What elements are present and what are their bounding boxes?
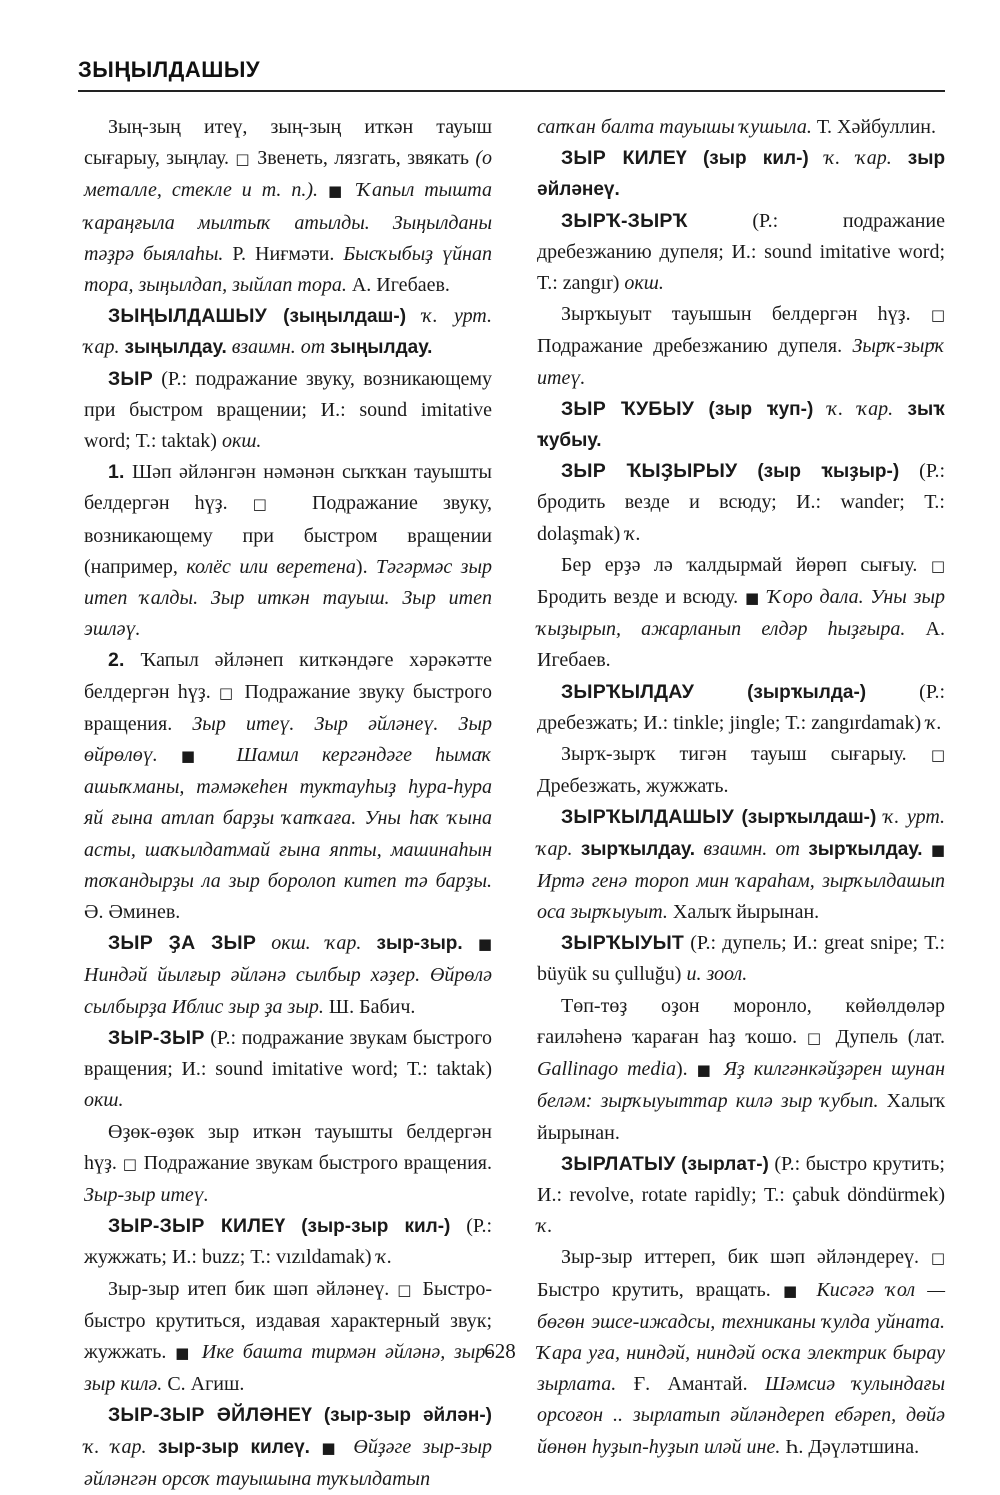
entry-headword-paragraph: ЗЫРҠ-ЗЫРҠ (Р.: подражание дребезжанию дупеля; И.: sound imitative word; Т.: zangır) окш.: [537, 209, 946, 295]
entry-headword-paragraph: ЗЫР ҠЫҘЫРЫУ (зыр ҡыҙыр-) (Р.: бродить везде и всюду; И.: wander; Т.: dolaşmak) ҡ.: [537, 460, 945, 545]
headword: ЗЫР: [108, 367, 153, 390]
entry-sense: 1. Шәп әйләнгән нәмәнән сыҡҡан тауышты белдергән һүҙ. □ Подражание звуку, возникающему при быстром вращении (например, колёс или веретена). Тәгәрмәс зыр итеп ҡалды. Зыр иткән тауыш. Зыр итеп эшләү.: [84, 461, 493, 641]
open-square-icon: □: [235, 150, 251, 169]
entry-headword-paragraph: ЗЫР КИЛЕҮ (зыр кил-) ҡ. ҡар. зыр әйләнеү.: [537, 147, 946, 201]
filled-square-icon: ■: [696, 1061, 715, 1080]
open-square-icon: □: [930, 306, 945, 325]
entry-headword-paragraph: ЗЫР-ЗЫР КИЛЕҮ (зыр-зыр кил-) (Р.: жужжать; И.: buzz; Т.: vızıldamak) ҡ.: [84, 1215, 493, 1269]
entry-paragraph: Бер ерҙә лә ҡалдырмай йөрөп сығыу. □ Бродить везде и всюду. ■ Ҡоро дала. Уны зыр ҡыҙырып, ажарланып елдәр һыҙғыра. А. Игебаев.: [537, 553, 946, 672]
header-rule: [78, 90, 945, 92]
filled-square-icon: ■: [175, 1343, 194, 1362]
right-column: [537, 112, 945, 1463]
entry-sense: 2. Ҡапыл әйләнеп киткәндәге хәрәкәтте белдергән һүҙ. □ Подражание звуку быстрого вращения. Зыр итеү. Зыр әйләнеү. Зыр өйрөлөү. ■ Шамил кергәндәге һымаҡ ашыҡманы, тәмәкеһен туктауһыҙ һура-һура яй ғына атлап барҙы ҡапҡаға. Уны һаҡ ҡына асты, шаҡылдатмай ғына япты, машинаһын тоҡандырҙы ла зыр боролоп китеп тә барҙы. Ә. Әминев.: [84, 649, 492, 924]
open-square-icon: □: [397, 1280, 415, 1299]
headword: ЗЫР ҠЫҘЫРЫУ: [561, 460, 738, 483]
headword: ЗЫР-ЗЫР КИЛЕҮ: [108, 1215, 286, 1238]
headword: ЗЫҢЫЛДАШЫУ: [108, 305, 267, 328]
entry-paragraph: Төп-төҙ оҙон моронло, көйөлдөләр ғаиләһенә ҡараған һаҙ ҡошо. □ Дупель (лат. Gallinago media). ■ Яҙ килгәнкәйҙәрен шунан беләм: зырҡыуыттар килә зыр ҡубып. Халыҡ йырынан.: [537, 994, 946, 1144]
entry-headword-paragraph: ЗЫР (Р.: подражание звуку, возникающему при быстром вращении; И.: sound imitative word; Т.: taktak) окш.: [84, 367, 493, 453]
open-square-icon: □: [930, 1249, 945, 1268]
open-square-icon: □: [930, 556, 946, 575]
entry-headword-paragraph: ЗЫРҠЫУЫТ (Р.: дупель; И.: great snipe; Т.: büyük su çulluğu) и. зоол.: [537, 932, 946, 986]
entry-paragraph: Зыр-зыр итеп бик шәп әйләнеү. □ Быстро-быстро крутиться, издавая характерный звук; жужжать. ■ Ике башта тирмән әйләнә, зыр-зыр килә. С. Агиш.: [84, 1277, 493, 1396]
open-square-icon: □: [122, 1154, 138, 1173]
entry-headword-paragraph: ЗЫР ҠУБЫУ (зыр ҡуп-) ҡ. ҡар. зыҡ ҡубыу.: [537, 397, 946, 452]
page-number: 628: [484, 1339, 516, 1363]
headword: ЗЫРҠЫЛДАШЫУ: [561, 806, 734, 829]
headword: ЗЫР ҘА ЗЫР: [108, 932, 257, 955]
headword: ЗЫР ҠУБЫУ: [561, 397, 695, 420]
headword: ЗЫРҠЫЛДАУ: [561, 680, 695, 703]
open-square-icon: □: [252, 495, 287, 514]
left-column: [84, 112, 492, 1495]
headword: ЗЫРЛАТЫУ: [561, 1152, 676, 1175]
entry-paragraph: Өҙөк-өҙөк зыр иткән тауышты белдергән һүҙ. □ Подражание звукам быстрого вращения. Зыр-зыр итеү.: [84, 1120, 493, 1206]
entry-continuation: сапҡан балта тауышы ҡушыла. Т. Хәйбуллин.: [537, 116, 936, 138]
open-square-icon: □: [930, 746, 945, 765]
filled-square-icon: ■: [321, 1438, 342, 1457]
filled-square-icon: ■: [327, 182, 348, 201]
headword: ЗЫР КИЛЕҮ: [561, 147, 687, 170]
filled-square-icon: ■: [180, 747, 214, 766]
headword: ЗЫР-ЗЫР ӘЙЛӘНЕҮ: [108, 1404, 313, 1427]
sense-number: 2.: [108, 649, 125, 672]
headword: ЗЫР-ЗЫР: [108, 1026, 205, 1049]
filled-square-icon: ■: [477, 935, 493, 954]
headword: ЗЫРҠЫУЫТ: [561, 932, 684, 955]
filled-square-icon: ■: [744, 589, 761, 608]
open-square-icon: □: [806, 1028, 826, 1047]
filled-square-icon: ■: [930, 840, 946, 859]
entry-paragraph: Зың-зың итеү, зың-зың иткән тауыш сығарыу, зыңлау. □ Звенеть, лязгать, звякать (о металле, стекле и т. п.). ■ Ҡапыл тышта ҡараңғыла мылтыҡ атылды. Зыңылданы тәҙрә быялаһы. Р. Ниғмәти. Бысҡыбыҙ үйнап тора, зыңылдап, зыйлап тора. А. Игебаев.: [84, 116, 493, 297]
open-square-icon: □: [218, 683, 237, 702]
entry-headword-paragraph: ЗЫРҠЫЛДАУ (зырҡылда-) (Р.: дребезжать; И.: tinkle; jingle; Т.: zangırdamak) ҡ.: [537, 680, 945, 734]
headword: ЗЫРҠ-ЗЫРҠ: [561, 209, 688, 232]
entry-headword-paragraph: ЗЫҢЫЛДАШЫУ (зыңылдаш-) ҡ. урт. ҡар. зыңылдау. взаимн. от зыңылдау.: [84, 305, 492, 359]
entry-paragraph: Зырҡыуыт тауышын белдергән һүҙ. □ Подражание дребезжанию дупеля. Зырҡ-зырҡ итеү.: [537, 303, 945, 389]
entry-paragraph: Зырҡ-зырҡ тигән тауыш сығарыу. □ Дребезжать, жужжать.: [537, 743, 945, 798]
running-head: ЗЫҢЫЛДАШЫУ: [78, 57, 261, 82]
entry-headword-paragraph: ЗЫР-ЗЫР (Р.: подражание звукам быстрого вращения; И.: sound imitative word; Т.: taktak) окш.: [84, 1026, 492, 1112]
entry-headword-paragraph: ЗЫР ҘА ЗЫР окш. ҡар. зыр-зыр. ■ Ниндәй йылғыр әйләнә сылбыр хәҙер. Өйрөлә сылбырҙа Иблис зыр ҙа зыр. Ш. Бабич.: [84, 932, 493, 1018]
filled-square-icon: ■: [782, 1281, 805, 1300]
entry-headword-paragraph: ЗЫРЛАТЫУ (зырлат-) (Р.: быстро крутить; И.: revolve, rotate rapidly; Т.: çabuk döndürmek) ҡ.: [537, 1152, 945, 1238]
entry-headword-paragraph: ЗЫР-ЗЫР ӘЙЛӘНЕҮ (зыр-зыр әйлән-) ҡ. ҡар. зыр-зыр килеү. ■ Өйҙәге зыр-зыр әйләнгән орсоҡ тауышына туҡылдатып: [84, 1404, 492, 1490]
entry-paragraph: Зыр-зыр иттереп, бик шәп әйләндереү. □ Быстро крутить, вращать. ■ Кисәгә ҡол — бөгөн эшсе-ижадсы, техниканы ҡулда уйната. Ҡара уға, ниндәй, ниндәй осҡа электрик бырау зырлата. Ғ. Амантай. Шәмсиә ҡулындағы орсоғон .. зырлатып әйләндереп ебәреп, дөйә йөнөн һуҙып-һуҙып иләй ине. Һ. Дәүләтшина.: [537, 1246, 946, 1458]
sense-number: 1.: [108, 461, 125, 484]
entry-headword-paragraph: ЗЫРҠЫЛДАШЫУ (зырҡылдаш-) ҡ. урт. ҡар. зырҡылдау. взаимн. от зырҡылдау. ■ Иртә генә тороп мин ҡараһам, зырҡылдашып оса зырҡыуыт. Халыҡ йырынан.: [537, 806, 946, 924]
